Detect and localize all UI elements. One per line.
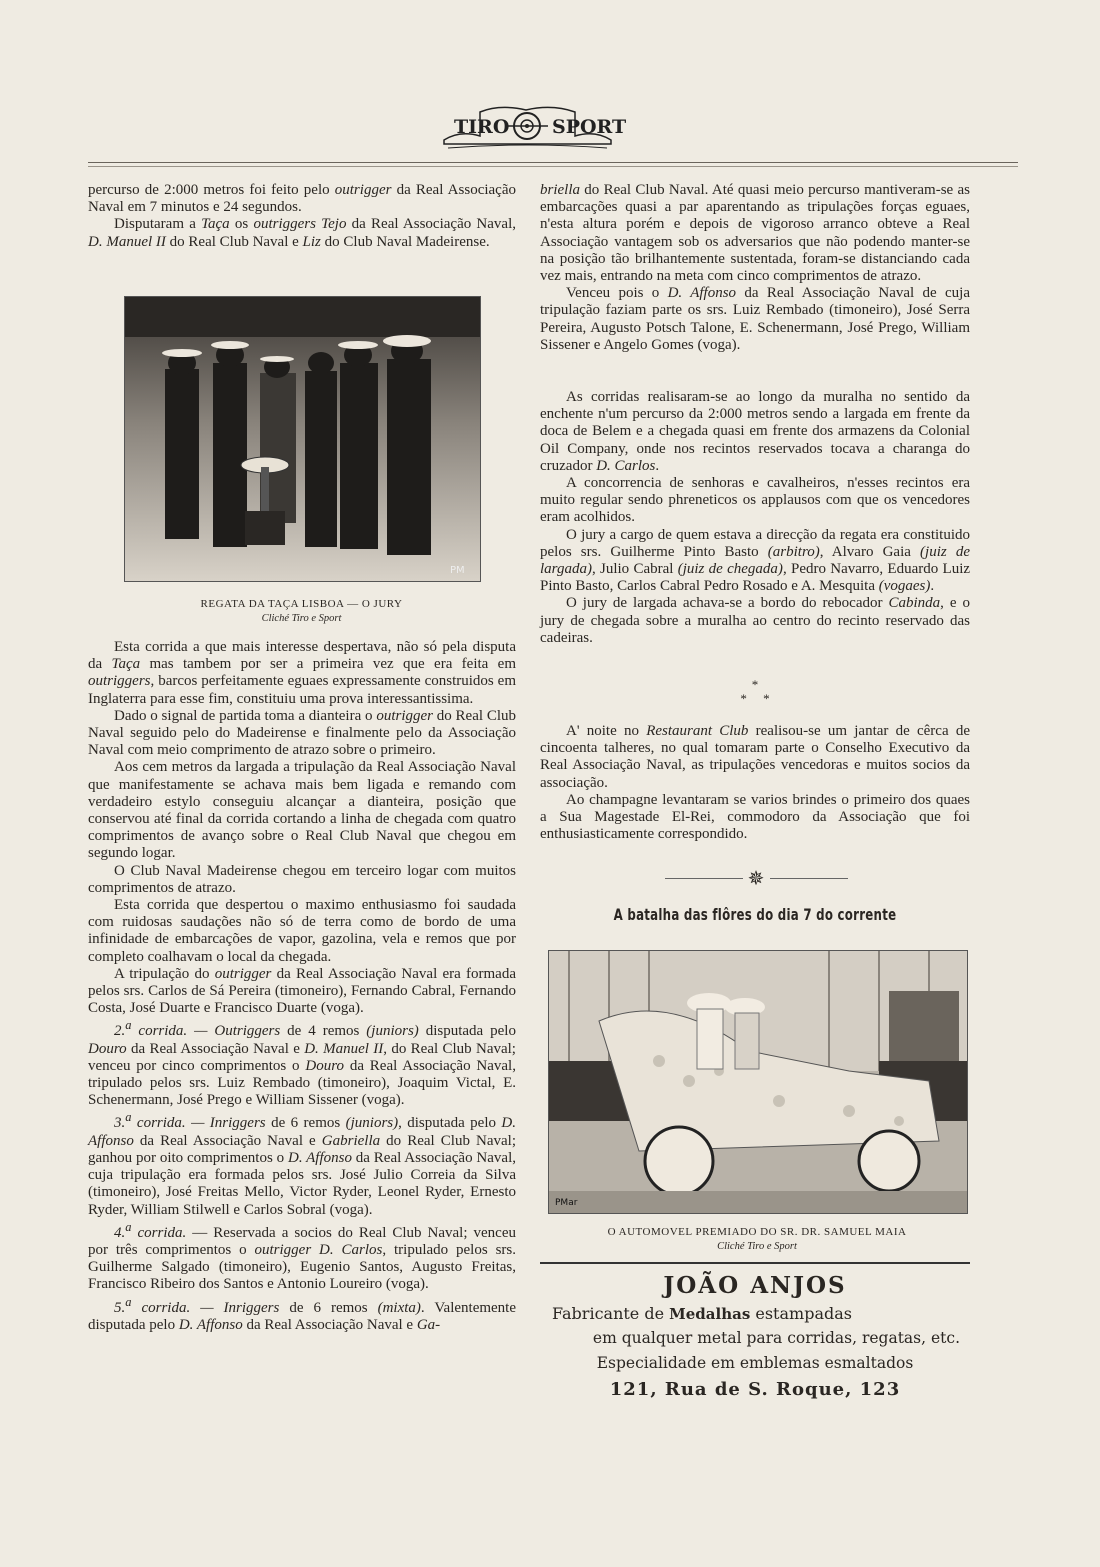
flower-battle-headline: A batalha das flôres do dia 7 do corrente [613, 905, 897, 924]
right-a-paragraph: briella do Real Club Naval. Até quasi meio percurso mantiveram-se as embarcações quasi a par aparentando as tripulações forças eguaes, n'esta altura porém e depois de vigoroso arranco obteve a Real Associação vantagem sob os adversarios que não podendo manter-se na posição tão brilhantemente sustentada, foram-se distanciando cada vez mais, entrando na meta com cinco comprimentos de atrazo. [540, 182, 970, 285]
left-paragraph: Esta corrida a que mais interesse despertava, não só pela disputa da Taça mas tambem por ser a primeira vez que era feita em outriggers, barcos perfeitamente eguaes expressamente construidos em Inglaterra para esse fim, constituiu uma prova interessantissima. [88, 639, 516, 707]
caption-text: REGATA DA TAÇA LISBOA — O JURY [200, 598, 403, 610]
jury-photo-image [125, 297, 480, 581]
ornament-flower-icon: ✵ [747, 868, 765, 890]
ornament-line-right [770, 878, 848, 879]
caption-credit-2: Cliché Tiro e Sport [717, 1241, 797, 1252]
advert-rule [540, 1262, 970, 1264]
left-paragraph: 2.$^a$ corrida. — Outriggers de 4 remos (juniors) disputada pelo Douro da Real Associação Naval e D. Manuel II, do Real Club Naval; venceu por cinco comprimentos o Douro da Real Associação Naval, tripulado pelos srs. Luiz Rembado (timoneiro), Joaquim Victal, E. Schenermann, José Prego e William Sissener (voga). [88, 1018, 516, 1109]
left-paragraph: 3.$^a$ corrida. — Inriggers de 6 remos (juniors), disputada pelo D. Affonso da Real Associação Naval e Gabriella do Real Club Naval; ganhou por oito comprimentos o D. Affonso da Real Associação Naval, cuja tripulação era formada pelos srs. José Julio Correia da Silva (timoneiro), José Freitas Mello, Victor Ryder, Leonel Ryder, Ernesto Ryder, William Stilwell e Carlos Sobral (voga). [88, 1110, 516, 1218]
svg-text:PM: PM [450, 565, 465, 576]
right-column-b [540, 389, 970, 647]
advert-line-1a: Fabricante de [552, 1304, 665, 1323]
caption-credit: Cliché Tiro e Sport [261, 613, 342, 624]
left-column-intro [88, 182, 516, 251]
advert-line-1b: Medalhas [669, 1305, 751, 1323]
intro-paragraph-2: Disputaram a Taça os outriggers Tejo da Real Associação Naval, D. Manuel II do Real Club Naval e Liz do Club Naval Madeirense. [88, 216, 516, 250]
jury-photo-caption [124, 598, 479, 624]
svg-text:TIRO: TIRO [454, 116, 510, 138]
right-b-paragraph: O jury de largada achava-se a bordo do rebocador Cabinda, e o jury de chegada sobre a muralha ao centro do recinto reservado das cadeiras. [540, 595, 970, 646]
header-rule-thin [88, 166, 1018, 167]
automobile-photo-image [549, 951, 967, 1213]
right-b-paragraph: A concorrencia de senhoras e cavalheiros, n'esses recintos era muito regular sendo phreneticos os applausos com que os vencedores eram acolhidos. [540, 475, 970, 526]
masthead-logo [440, 100, 627, 152]
left-paragraph: Aos cem metros da largada a tripulação da Real Associação Naval que manifestamente se achava mais bem ligada e remando com verdadeiro estylo conseguiu alcançar a dianteira, posição que conservou até final da corrida cortando a linha de chegada com quatro comprimentos de avanço sobre o Real Club Naval que chegou em segundo logar. [88, 759, 516, 862]
right-a-paragraph: Venceu pois o D. Affonso da Real Associação Naval de cuja tripulação faziam parte os srs. Luiz Rembado (timoneiro), José Serra Pereira, Augusto Potsch Talone, E. Schenermann, José Prego, William Sissener e Angelo Gomes (voga). [540, 285, 970, 353]
automobile-photo-caption [548, 1226, 966, 1252]
left-column-body [88, 639, 516, 1334]
advert-line-2: em qualquer metal para corridas, regatas, etc. [592, 1329, 960, 1347]
left-paragraph: A tripulação do outrigger da Real Associação Naval era formada pelos srs. Carlos de Sá Pereira (timoneiro), Fernando Cabral, Fernando Costa, José Duarte e Francisco Duarte (voga). [88, 965, 516, 1017]
advert-address: 121, Rua de S. Roque, 123 [609, 1379, 901, 1400]
jury-photo [124, 296, 481, 582]
svg-text:SPORT: SPORT [552, 116, 627, 138]
right-b-paragraph: As corridas realisaram-se ao longo da muralha no sentido da enchente n'um percurso da 2:000 metros sendo a largada em frente da doca de Belem e a chegada quasi em frente dos armazens da Colonial Oil Company, onde nos recintos reservados tocava a charanga do cruzador D. Carlos. [540, 389, 970, 474]
left-paragraph: Esta corrida que despertou o maximo enthusiasmo foi saudada com ruidosas saudações não só de terra como de bordo de uma infinidade de embarcações de vapor, gazolina, vela e remos que por completo coalhavam o local da chegada. [88, 897, 516, 965]
right-c-paragraph: A' noite no Restaurant Club realisou-se um jantar de cêrca de cincoenta talheres, no qual tomaram parte o Conselho Executivo da Real Associação Naval, as tripulações vencedoras e muitos socios da associação. [540, 723, 970, 791]
intro-paragraph: percurso de 2:000 metros foi feito pelo outrigger da Real Associação Naval em 7 minutos e 24 segundos. [88, 182, 516, 216]
automobile-photo [548, 950, 968, 1214]
left-paragraph: 5.$^a$ corrida. — Inriggers de 6 remos (mixta). Valentemente disputada pelo D. Affonso da Real Associação Naval e Ga- [88, 1294, 517, 1333]
right-c-paragraph: Ao champagne levantaram se varios brindes o primeiro dos quaes a Sua Magestade El-Rei, commodoro da Associação que foi enthusiasticamente correspondido. [540, 791, 970, 843]
left-paragraph: Dado o signal de partida toma a dianteira o outrigger do Real Club Naval seguido pelo do Madeirense e finalmente pelo da Associação Naval com meio comprimento de atrazo sobre o primeiro. [88, 707, 516, 759]
svg-text:PMar: PMar [555, 1198, 578, 1208]
right-column-c [540, 723, 970, 843]
advert-line-1c: estampadas [755, 1304, 852, 1323]
advert-line-1 [552, 1304, 982, 1323]
masthead-logo-icon [440, 100, 627, 152]
advert-title: JOÃO ANJOS [663, 1272, 847, 1299]
caption-text-2: O AUTOMOVEL PREMIADO DO SR. DR. SAMUEL MAIA [607, 1226, 907, 1238]
ornament-line-left [665, 878, 743, 879]
left-paragraph: O Club Naval Madeirense chegou em terceiro logar com muitos comprimentos de atrazo. [88, 862, 516, 896]
left-paragraph: 4.$^a$ corrida. — Reservada a socios do Real Club Naval; venceu por três comprimentos o outrigger D. Carlos, tripulado pelos srs. Guilherme Salgado (timoneiro), Eugenio Santos, Augusto Freitas, Francisco Ribeiro dos Santos e Antonio Loureiro (voga). [88, 1219, 516, 1293]
section-stars: * * * [740, 677, 770, 706]
right-column-a [540, 182, 970, 354]
header-rule [88, 162, 1018, 163]
advert-line-3: Especialidade em emblemas esmaltados [596, 1354, 914, 1372]
right-b-paragraph: O jury a cargo de quem estava a direcção da regata era constituido pelos srs. Guilherme Pinto Basto (arbitro), Alvaro Gaia (juiz de largada), Julio Cabral (juiz de chegada), Pedro Navarro, Eduardo Luiz Pinto Basto, Carlos Cabral Pedro Rosado e A. Mesquita (vogaes). [540, 526, 971, 595]
